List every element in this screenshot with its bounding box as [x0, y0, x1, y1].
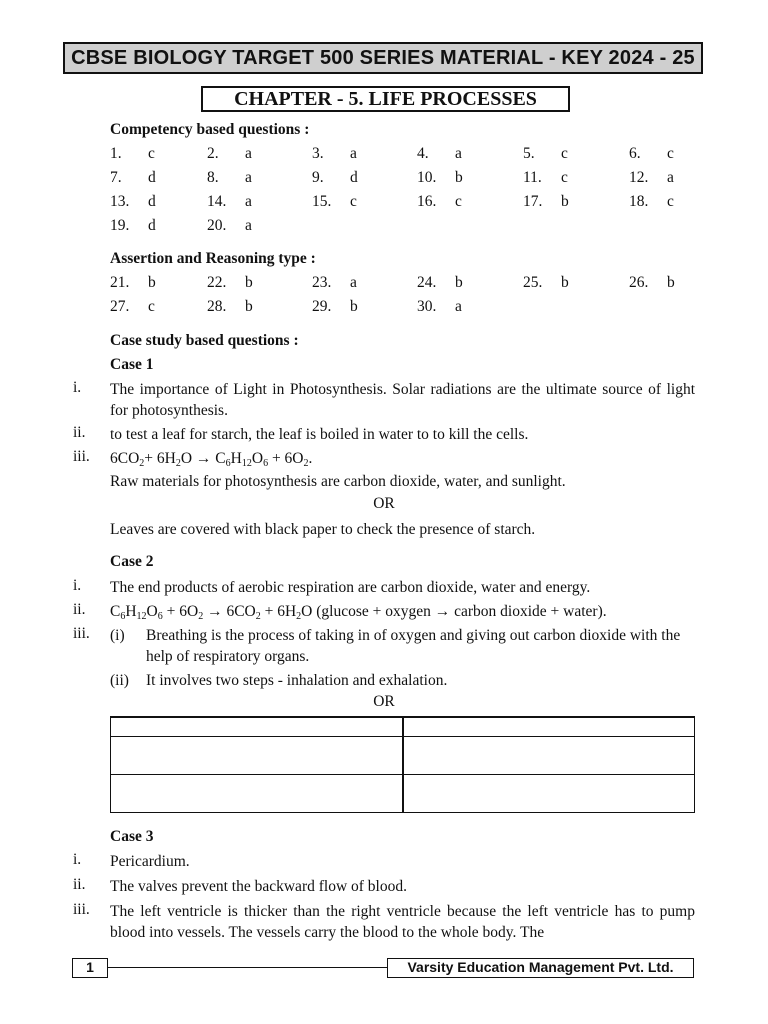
case-study-title: Case study based questions : — [110, 332, 299, 349]
competency-answer-item — [629, 169, 674, 187]
competency-title: Competency based questions : — [110, 121, 310, 138]
case2-sub-ii-text: It involves two steps - inhalation and exhalation. — [146, 672, 448, 689]
competency-answer-item — [417, 145, 462, 163]
answer-table — [110, 716, 695, 813]
answer-letter: b — [455, 169, 463, 186]
footer-company: Varsity Education Management Pvt. Ltd. — [387, 958, 694, 978]
answer-letter: a — [667, 169, 674, 186]
competency-answer-item — [417, 193, 462, 211]
question-number: 7. — [110, 169, 122, 186]
competency-answer-item — [110, 145, 155, 163]
case3-ii-text: The valves prevent the backward flow of blood. — [110, 878, 407, 895]
question-number: 24. — [417, 274, 437, 291]
question-number: 23. — [312, 274, 332, 291]
answer-letter: b — [245, 298, 253, 315]
question-number: 3. — [312, 145, 324, 162]
competency-answer-item — [417, 169, 463, 187]
competency-answer-item — [312, 169, 358, 187]
assertion-answer-item — [110, 274, 156, 292]
competency-answer-item — [110, 169, 156, 187]
answer-letter: c — [148, 145, 155, 162]
answer-letter: c — [148, 298, 155, 315]
answer-letter: c — [561, 145, 568, 162]
case2-or: OR — [373, 693, 395, 710]
question-number: 2. — [207, 145, 219, 162]
competency-answer-item — [207, 169, 252, 187]
case1-iii-label: iii. — [73, 448, 90, 465]
question-number: 13. — [110, 193, 130, 210]
answer-letter: a — [245, 145, 252, 162]
case1-leaves-text: Leaves are covered with black paper to check the presence of starch. — [110, 521, 536, 538]
question-number: 18. — [629, 193, 649, 210]
answer-letter: a — [350, 145, 357, 162]
answer-letter: a — [455, 145, 462, 162]
competency-answer-item — [312, 145, 357, 163]
question-number: 27. — [110, 298, 130, 315]
case2-i-text: The end products of aerobic respiration are carbon dioxide, water and energy. — [110, 579, 591, 596]
answer-letter: a — [245, 169, 252, 186]
case1-equation: $6CO_2+ 6H_2O \to C_6H_{12}O_6 + 6O_2$. — [110, 450, 313, 469]
question-number: 29. — [312, 298, 332, 315]
answer-letter: b — [245, 274, 253, 291]
question-number: 17. — [523, 193, 543, 210]
answer-letter: d — [148, 193, 156, 210]
table-cell — [403, 775, 695, 813]
competency-answer-item — [207, 145, 252, 163]
question-number: 11. — [523, 169, 542, 186]
case1-i-label: i. — [73, 379, 82, 396]
question-number: 28. — [207, 298, 227, 315]
answer-letter: c — [561, 169, 568, 186]
assertion-answer-item — [312, 274, 357, 292]
case3-i-text: Pericardium. — [110, 853, 190, 870]
competency-answer-item — [523, 169, 568, 187]
case2-i-label: i. — [73, 577, 82, 594]
competency-answer-item — [110, 217, 156, 235]
answer-letter: c — [667, 193, 674, 210]
question-number: 26. — [629, 274, 649, 291]
question-number: 21. — [110, 274, 130, 291]
case2-equation: $C_6H_{12}O_6 + 6O_2 \to 6CO_2 + 6H_2O$ (glucose + oxygen → carbon dioxide + water). — [110, 603, 607, 622]
question-number: 14. — [207, 193, 227, 210]
assertion-answer-item — [207, 274, 253, 292]
answer-letter: b — [561, 274, 569, 291]
competency-answer-item — [207, 217, 252, 235]
answer-letter: a — [455, 298, 462, 315]
case1-ii-text: to test a leaf for starch, the leaf is boiled in water to to kill the cells. — [110, 426, 529, 443]
table-cell — [403, 737, 695, 775]
table-cell — [111, 775, 403, 813]
competency-answer-item — [312, 193, 357, 211]
answer-letter: b — [667, 274, 675, 291]
question-number: 10. — [417, 169, 437, 186]
question-number: 1. — [110, 145, 122, 162]
case3-iii-label: iii. — [73, 901, 90, 918]
competency-answer-item — [523, 193, 569, 211]
case2-sub-ii-label: (ii) — [110, 672, 129, 689]
case2-sub-i-label: (i) — [110, 627, 125, 644]
answer-letter: c — [350, 193, 357, 210]
question-number: 9. — [312, 169, 324, 186]
competency-answer-item — [207, 193, 252, 211]
case3-iii-text: The left ventricle is thicker than the right ventricle because the left ventricle has to pump blood into vessels. The vessels carry the blood to the whole body. The — [110, 903, 695, 941]
answer-letter: b — [350, 298, 358, 315]
assertion-title: Assertion and Reasoning type : — [110, 250, 316, 267]
page-number: 1 — [72, 958, 108, 978]
question-number: 16. — [417, 193, 437, 210]
footer-divider — [107, 967, 387, 968]
question-number: 30. — [417, 298, 437, 315]
table-cell — [111, 717, 403, 737]
question-number: 5. — [523, 145, 535, 162]
answer-letter: a — [245, 193, 252, 210]
question-number: 20. — [207, 217, 227, 234]
case2-iii-label: iii. — [73, 625, 90, 642]
answer-letter: c — [455, 193, 462, 210]
question-number: 15. — [312, 193, 332, 210]
competency-answer-item — [110, 193, 156, 211]
question-number: 19. — [110, 217, 130, 234]
competency-answer-item — [523, 145, 568, 163]
table-cell — [403, 717, 695, 737]
assertion-answer-item — [207, 298, 253, 316]
answer-letter: a — [245, 217, 252, 234]
assertion-answer-item — [523, 274, 569, 292]
question-number: 4. — [417, 145, 429, 162]
answer-letter: d — [350, 169, 358, 186]
case2-ii-label: ii. — [73, 601, 86, 618]
case2-title: Case 2 — [110, 553, 154, 570]
case1-i-text: The importance of Light in Photosynthesis. Solar radiations are the ultimate source of light for photosynthesis. — [110, 381, 695, 419]
answer-letter: b — [455, 274, 463, 291]
assertion-answer-item — [312, 298, 358, 316]
answer-letter: c — [667, 145, 674, 162]
question-number: 12. — [629, 169, 649, 186]
answer-letter: a — [350, 274, 357, 291]
answer-letter: d — [148, 169, 156, 186]
answer-letter: b — [148, 274, 156, 291]
table-cell — [111, 737, 403, 775]
answer-letter: d — [148, 217, 156, 234]
competency-answer-item — [629, 193, 674, 211]
assertion-answer-item — [417, 274, 463, 292]
case3-title: Case 3 — [110, 828, 154, 845]
assertion-answer-item — [417, 298, 462, 316]
chapter-title: CHAPTER - 5. LIFE PROCESSES — [201, 86, 570, 112]
case3-i-label: i. — [73, 851, 82, 868]
case2-sub-i-text: Breathing is the process of taking in of oxygen and giving out carbon dioxide with the help of respiratory organs. — [146, 627, 681, 665]
answer-letter: b — [561, 193, 569, 210]
question-number: 6. — [629, 145, 641, 162]
case1-title: Case 1 — [110, 356, 154, 373]
case1-ii-label: ii. — [73, 424, 86, 441]
competency-answer-item — [629, 145, 674, 163]
question-number: 8. — [207, 169, 219, 186]
question-number: 22. — [207, 274, 227, 291]
case1-or: OR — [373, 495, 395, 512]
assertion-answer-item — [110, 298, 155, 316]
page-header: CBSE BIOLOGY TARGET 500 SERIES MATERIAL - KEY 2024 - 25 — [63, 42, 703, 74]
assertion-answer-item — [629, 274, 675, 292]
case3-ii-label: ii. — [73, 876, 86, 893]
question-number: 25. — [523, 274, 543, 291]
case1-raw-text: Raw materials for photosynthesis are carbon dioxide, water, and sunlight. — [110, 473, 566, 490]
